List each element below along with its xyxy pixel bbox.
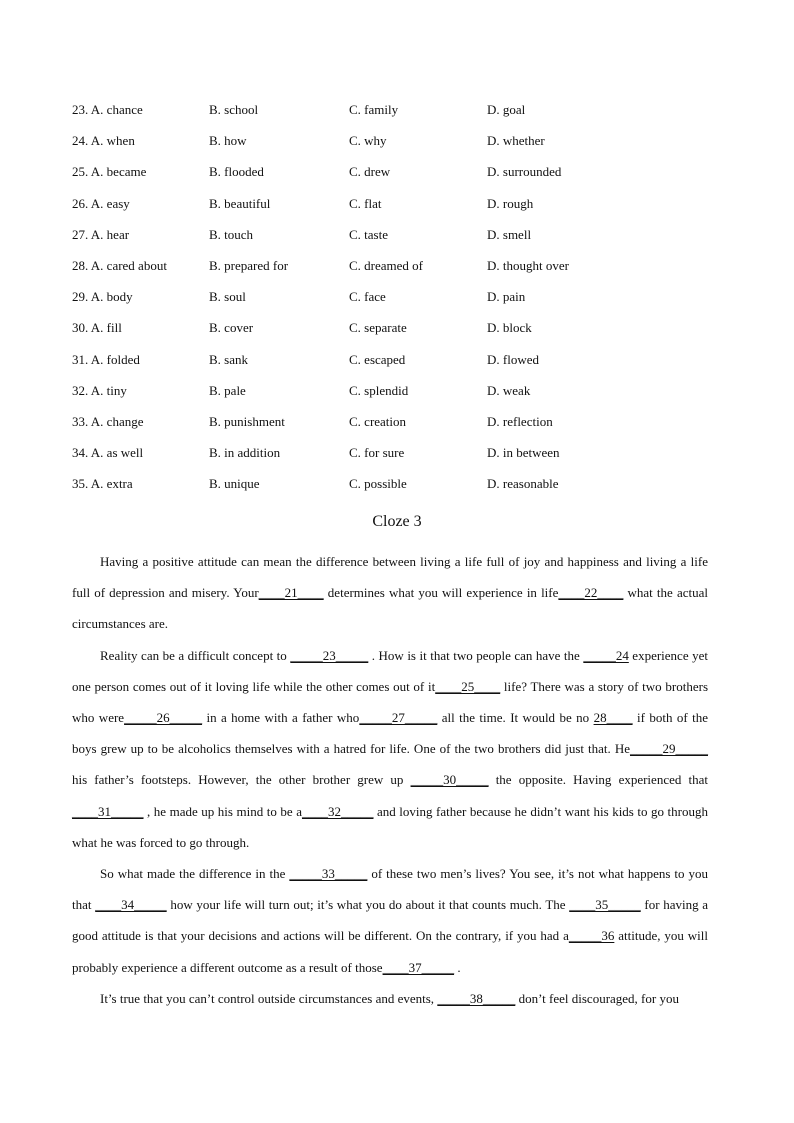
passage-text: So what made the difference in the	[100, 866, 290, 882]
option-c: C. taste	[349, 226, 388, 242]
option-a: 30. A. fill	[72, 320, 122, 336]
option-c: C. family	[349, 102, 399, 117]
cloze-passage	[72, 546, 708, 1014]
passage-text: don’t feel discouraged, for you	[515, 990, 679, 1006]
passage-text: It’s true that you can’t control outside circumstances and events,	[100, 990, 438, 1006]
option-c: C. dreamed of	[349, 257, 424, 273]
option-a: 23. A. chance	[72, 102, 143, 117]
blank-23: _____23_____	[290, 647, 369, 663]
option-a: 29. A. body	[72, 289, 133, 305]
option-c: C. escaped	[349, 351, 406, 367]
paragraph-2	[72, 640, 708, 858]
option-a: 34. A. as well	[72, 445, 144, 461]
passage-text: and loving father because he didn’t want his kids to go through what he was forced to go through.	[72, 803, 708, 850]
option-c: C. flat	[349, 195, 382, 211]
option-b: B. in addition	[209, 445, 281, 461]
passage-text: of these two men’s lives? You see, it’s not what happens to you that	[72, 866, 708, 913]
blank-35: ____35_____	[569, 897, 641, 913]
passage-text: the opposite. Having experienced that	[488, 772, 708, 788]
option-c: C. possible	[349, 476, 407, 492]
option-row-29	[72, 288, 722, 319]
passage-text: all the time. It would be no	[437, 710, 594, 726]
option-d: D. surrounded	[487, 164, 562, 180]
blank-32: ____32_____	[301, 803, 374, 819]
option-b: B. beautiful	[209, 195, 271, 211]
option-a: 33. A. change	[72, 413, 144, 429]
blank-27: _____27_____	[359, 710, 438, 726]
blank-36: _____36	[568, 928, 615, 944]
option-b: B. school	[209, 102, 259, 117]
option-d: D. weak	[487, 382, 531, 398]
passage-text: .	[454, 959, 461, 975]
option-d: D. whether	[487, 133, 545, 149]
option-row-28	[72, 257, 722, 288]
passage-text: life? There was a story of two brothers who were	[72, 678, 708, 726]
passage-text: experience yet one person comes out of it loving life while the other comes out of it	[72, 647, 708, 694]
option-d: D. thought over	[487, 257, 569, 273]
passage-text: if both of the boys grew up to be alcoholics themselves with a hatred for life. One of the two brothers did just that. He	[72, 710, 708, 757]
option-b: B. cover	[209, 320, 254, 336]
blank-26: _____26_____	[124, 710, 203, 726]
option-c: C. drew	[349, 164, 391, 180]
option-row-27	[72, 226, 722, 257]
passage-text: what the actual circumstances are.	[72, 585, 708, 632]
blank-21: ____21____	[258, 585, 324, 601]
option-d: D. smell	[487, 226, 532, 242]
option-d: D. goal	[487, 102, 526, 117]
option-b: B. prepared for	[209, 257, 289, 273]
passage-text: his father’s footsteps. However, the other brother grew up	[72, 772, 411, 788]
option-c: C. face	[349, 289, 386, 305]
section-title: Cloze 3	[372, 513, 422, 530]
option-c: C. creation	[349, 413, 407, 429]
blank-28: 28____	[593, 710, 633, 726]
paragraph-1	[72, 546, 708, 640]
option-b: B. punishment	[209, 413, 285, 429]
option-row-34	[72, 444, 722, 475]
option-c: C. for sure	[349, 445, 405, 461]
blank-30: _____30_____	[410, 772, 489, 788]
option-a: 31. A. folded	[72, 351, 140, 367]
option-d: D. flowed	[487, 351, 539, 367]
passage-text: for having a good attitude is that your decisions and actions will be different. On the contrary, if you had a	[72, 897, 709, 944]
option-a: 28. A. cared about	[72, 257, 167, 273]
option-row-23	[72, 101, 722, 132]
passage-text: Having a positive attitude can mean the difference between living a life full of joy and happiness and living a life full of depression and misery. Your	[72, 554, 708, 601]
blank-34: ____34_____	[95, 897, 167, 913]
option-row-33	[72, 413, 722, 444]
option-row-35	[72, 475, 722, 506]
blank-37: ____37_____	[382, 959, 455, 975]
option-a: 32. A. tiny	[72, 382, 127, 398]
blank-25: ____25____	[435, 678, 501, 694]
option-b: B. how	[209, 133, 247, 149]
option-d: D. in between	[487, 445, 560, 461]
option-row-32	[72, 382, 722, 413]
blank-33: _____33_____	[289, 866, 368, 882]
blank-22: ____22____	[558, 585, 624, 601]
option-a: 35. A. extra	[72, 476, 133, 492]
blank-38: _____38_____	[437, 990, 516, 1006]
option-row-25	[72, 163, 722, 194]
option-row-30	[72, 319, 722, 350]
option-d: D. rough	[487, 195, 534, 211]
option-a: 24. A. when	[72, 133, 135, 149]
option-c: C. separate	[349, 320, 407, 336]
option-c: C. splendid	[349, 382, 409, 398]
option-d: D. reasonable	[487, 476, 559, 492]
option-row-24	[72, 132, 722, 163]
option-d: D. reflection	[487, 413, 553, 429]
blank-24: _____24	[583, 647, 629, 663]
passage-text: in a home with a father who	[202, 710, 360, 726]
passage-text: , he made up his mind to be a	[143, 803, 302, 819]
option-a: 25. A. became	[72, 164, 147, 180]
option-b: B. touch	[209, 226, 254, 242]
option-b: B. unique	[209, 476, 260, 492]
option-row-31	[72, 351, 722, 382]
passage-text: attitude, you will probably experience a different outcome as a result of those	[72, 928, 708, 975]
answer-options-table	[72, 101, 722, 506]
option-b: B. pale	[209, 382, 246, 398]
passage-text: determines what you will experience in life	[323, 585, 559, 601]
option-b: B. flooded	[209, 164, 264, 180]
option-c: C. why	[349, 133, 387, 149]
option-d: D. pain	[487, 289, 526, 305]
option-d: D. block	[487, 320, 532, 336]
option-b: B. sank	[209, 351, 248, 367]
passage-text: Reality can be a difficult concept to	[100, 647, 291, 663]
blank-31: ____31_____	[72, 803, 144, 819]
blank-29: _____29_____	[630, 741, 708, 757]
passage-text: how your life will turn out; it’s what you do about it that counts much. The	[166, 897, 570, 913]
option-a: 27. A. hear	[72, 226, 130, 242]
paragraph-3	[72, 858, 708, 983]
option-a: 26. A. easy	[72, 195, 130, 211]
option-b: B. soul	[209, 289, 246, 305]
passage-text: . How is it that two people can have the	[368, 647, 584, 663]
paragraph-4	[72, 983, 708, 1014]
option-row-26	[72, 195, 722, 226]
